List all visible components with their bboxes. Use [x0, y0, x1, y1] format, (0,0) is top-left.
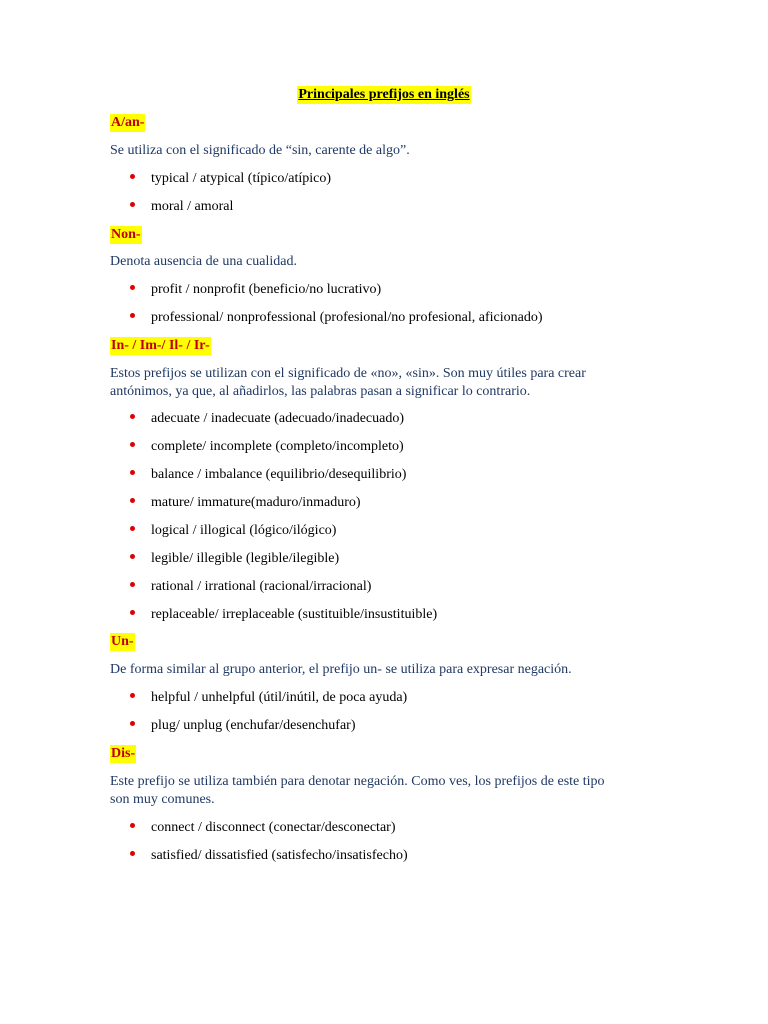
section-heading-dis	[110, 745, 670, 763]
bullet-icon	[130, 470, 135, 475]
bullet-icon	[130, 202, 135, 207]
bullet-icon	[130, 554, 135, 559]
list-item	[130, 281, 690, 299]
bullet-icon	[130, 851, 135, 856]
section-description-line-1: Estos prefijos se utilizan con el significado de «no», «sin». Son muy útiles para crear	[110, 366, 586, 381]
list-item-text: plug/ unplug (enchufar/desenchufar)	[151, 718, 356, 733]
list-item-text: profit / nonprofit (beneficio/no lucrativo)	[151, 282, 382, 297]
list-item	[130, 466, 690, 484]
bullet-icon	[130, 442, 135, 447]
bullet-icon	[130, 582, 135, 587]
document-title: Principales prefijos en inglés	[298, 87, 470, 102]
list-item	[130, 550, 690, 568]
list-item-text: logical / illogical (lógico/ilógico)	[151, 523, 337, 538]
title-row	[0, 86, 768, 104]
section-heading-non	[110, 226, 670, 244]
section-heading: In- / Im-/ Il- / Ir-	[111, 338, 210, 353]
bullet-icon	[130, 823, 135, 828]
section-description: Se utiliza con el significado de “sin, carente de algo”.	[110, 143, 410, 158]
list-item-text: mature/ immature(maduro/inmaduro)	[151, 495, 361, 510]
section-heading: Dis-	[111, 746, 136, 761]
bullet-icon	[130, 498, 135, 503]
list-item-text: connect / disconnect (conectar/desconectar)	[151, 820, 396, 835]
list-item-text: complete/ incomplete (completo/incompleto)	[151, 439, 404, 454]
list-item	[130, 438, 690, 456]
bullet-icon	[130, 174, 135, 179]
list-item-text: balance / imbalance (equilibrio/desequilibrio)	[151, 467, 407, 482]
list-item	[130, 606, 690, 624]
list-item-text: helpful / unhelpful (útil/inútil, de poca ayuda)	[151, 690, 408, 705]
list-item	[130, 717, 690, 735]
section-description: De forma similar al grupo anterior, el prefijo un- se utiliza para expresar negación.	[110, 662, 572, 677]
list-item	[130, 847, 690, 865]
section-heading: Non-	[111, 227, 141, 242]
bullet-icon	[130, 526, 135, 531]
section-heading-un	[110, 633, 670, 651]
list-item	[130, 578, 690, 596]
list-item-text: rational / irrational (racional/irracional)	[151, 579, 372, 594]
list-item	[130, 819, 690, 837]
section-description-line-2: antónimos, ya que, al añadirlos, las palabras pasan a significar lo contrario.	[110, 384, 531, 399]
list-item-text: adecuate / inadecuate (adecuado/inadecuado)	[151, 411, 405, 426]
section-heading-in-im-il-ir	[110, 337, 670, 355]
list-item	[130, 494, 690, 512]
bullet-icon	[130, 610, 135, 615]
section-heading-a-an	[110, 114, 670, 132]
list-item-text: legible/ illegible (legible/ilegible)	[151, 551, 340, 566]
bullet-icon	[130, 721, 135, 726]
list-item	[130, 689, 690, 707]
list-item-text: professional/ nonprofessional (profesional/no profesional, aficionado)	[151, 310, 543, 325]
list-item-text: typical / atypical (típico/atípico)	[151, 171, 331, 186]
list-item	[130, 198, 690, 216]
section-description: Denota ausencia de una cualidad.	[110, 254, 297, 269]
list-item	[130, 410, 690, 428]
section-description-line-2: son muy comunes.	[110, 792, 215, 807]
section-heading: Un-	[111, 634, 134, 649]
bullet-icon	[130, 414, 135, 419]
list-item	[130, 170, 690, 188]
list-item-text: replaceable/ irreplaceable (sustituible/insustituible)	[151, 607, 438, 622]
bullet-icon	[130, 693, 135, 698]
section-description-line-1: Este prefijo se utiliza también para denotar negación. Como ves, los prefijos de este tipo	[110, 774, 605, 789]
list-item	[130, 309, 690, 327]
bullet-icon	[130, 285, 135, 290]
list-item	[130, 522, 690, 540]
list-item-text: moral / amoral	[151, 199, 234, 214]
section-heading: A/an-	[111, 115, 145, 130]
bullet-icon	[130, 313, 135, 318]
list-item-text: satisfied/ dissatisfied (satisfecho/insatisfecho)	[151, 848, 408, 863]
